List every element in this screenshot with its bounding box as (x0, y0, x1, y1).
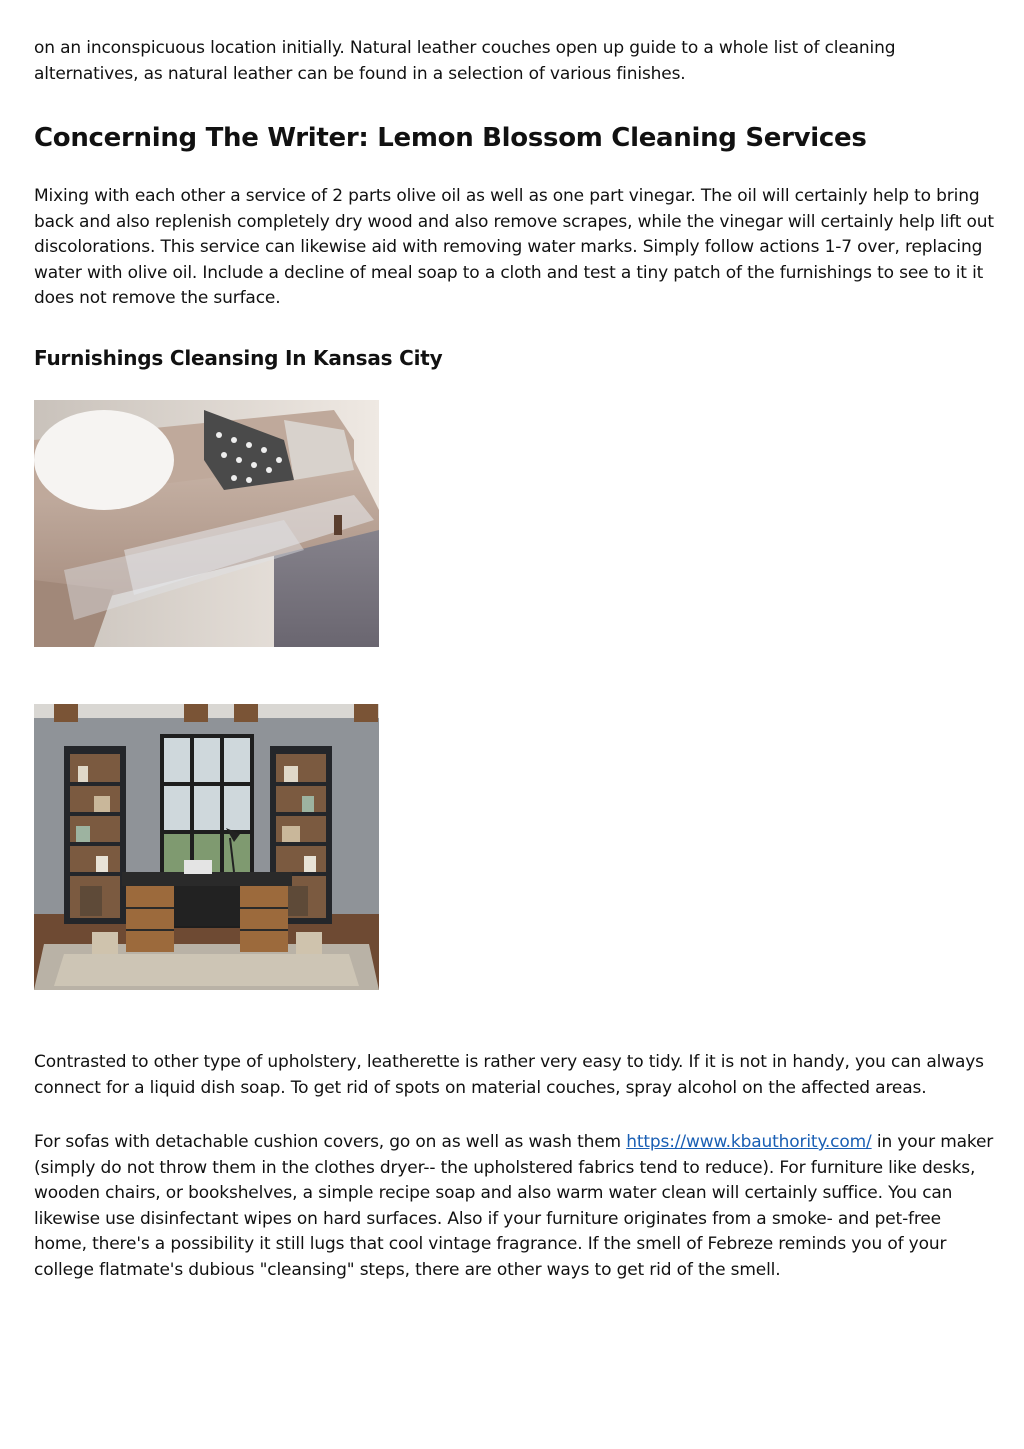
sofas-text-before: For sofas with detachable cushion covers, go on as well as wash them (34, 1132, 627, 1152)
sofa-photo (34, 400, 379, 647)
intro-paragraph: on an inconspicuous location initially. Natural leather couches open up guide to a whole list of cleaning alternatives, as natural leather can be found in a selection of various finishes. (34, 38, 896, 84)
contrast-paragraph: Contrasted to other type of upholstery, leatherette is rather very easy to tidy. If it is not in handy, you can always connect for a liquid dish soap. To get rid of spots on material couches, spray alcohol on the affected areas. (34, 1052, 984, 1098)
sofa-photo-icon (34, 400, 379, 647)
kbauthority-link[interactable]: https://www.kbauthority.com/ (626, 1132, 872, 1152)
writer-heading: Concerning The Writer: Lemon Blossom Cleaning Services (34, 123, 867, 153)
kansas-city-heading: Furnishings Cleansing In Kansas City (34, 346, 443, 370)
mixing-paragraph: Mixing with each other a service of 2 parts olive oil as well as one part vinegar. The oil will certainly help to bring back and also replenish completely dry wood and also remove scrapes, while the vinegar will certainly help lift out discolorations. This service can likewise aid with removing water marks. Simply follow actions 1-7 over, replacing water with olive oil. Include a decline of meal soap to a cloth and test a tiny patch of the furnishings to see to it it does not remove the surface. (34, 186, 994, 308)
sofas-text-after: in your maker (simply do not throw them in the clothes dryer-- the upholstered fabrics tend to reduce). For furniture like desks, wooden chairs, or bookshelves, a simple recipe soap and also warm water clean will certainly suffice. You can likewise use disinfectant wipes on hard surfaces. Also if your furniture originates from a smoke- and pet-free home, there's a possibility it still lugs that cool vintage fragrance. If the smell of Febreze reminds you of your college flatmate's dubious "cleansing" steps, there are other ways to get rid of the smell. (34, 1132, 994, 1280)
home-office-photo (34, 704, 379, 990)
sofas-paragraph (34, 1130, 996, 1283)
home-office-photo-icon (34, 704, 379, 990)
